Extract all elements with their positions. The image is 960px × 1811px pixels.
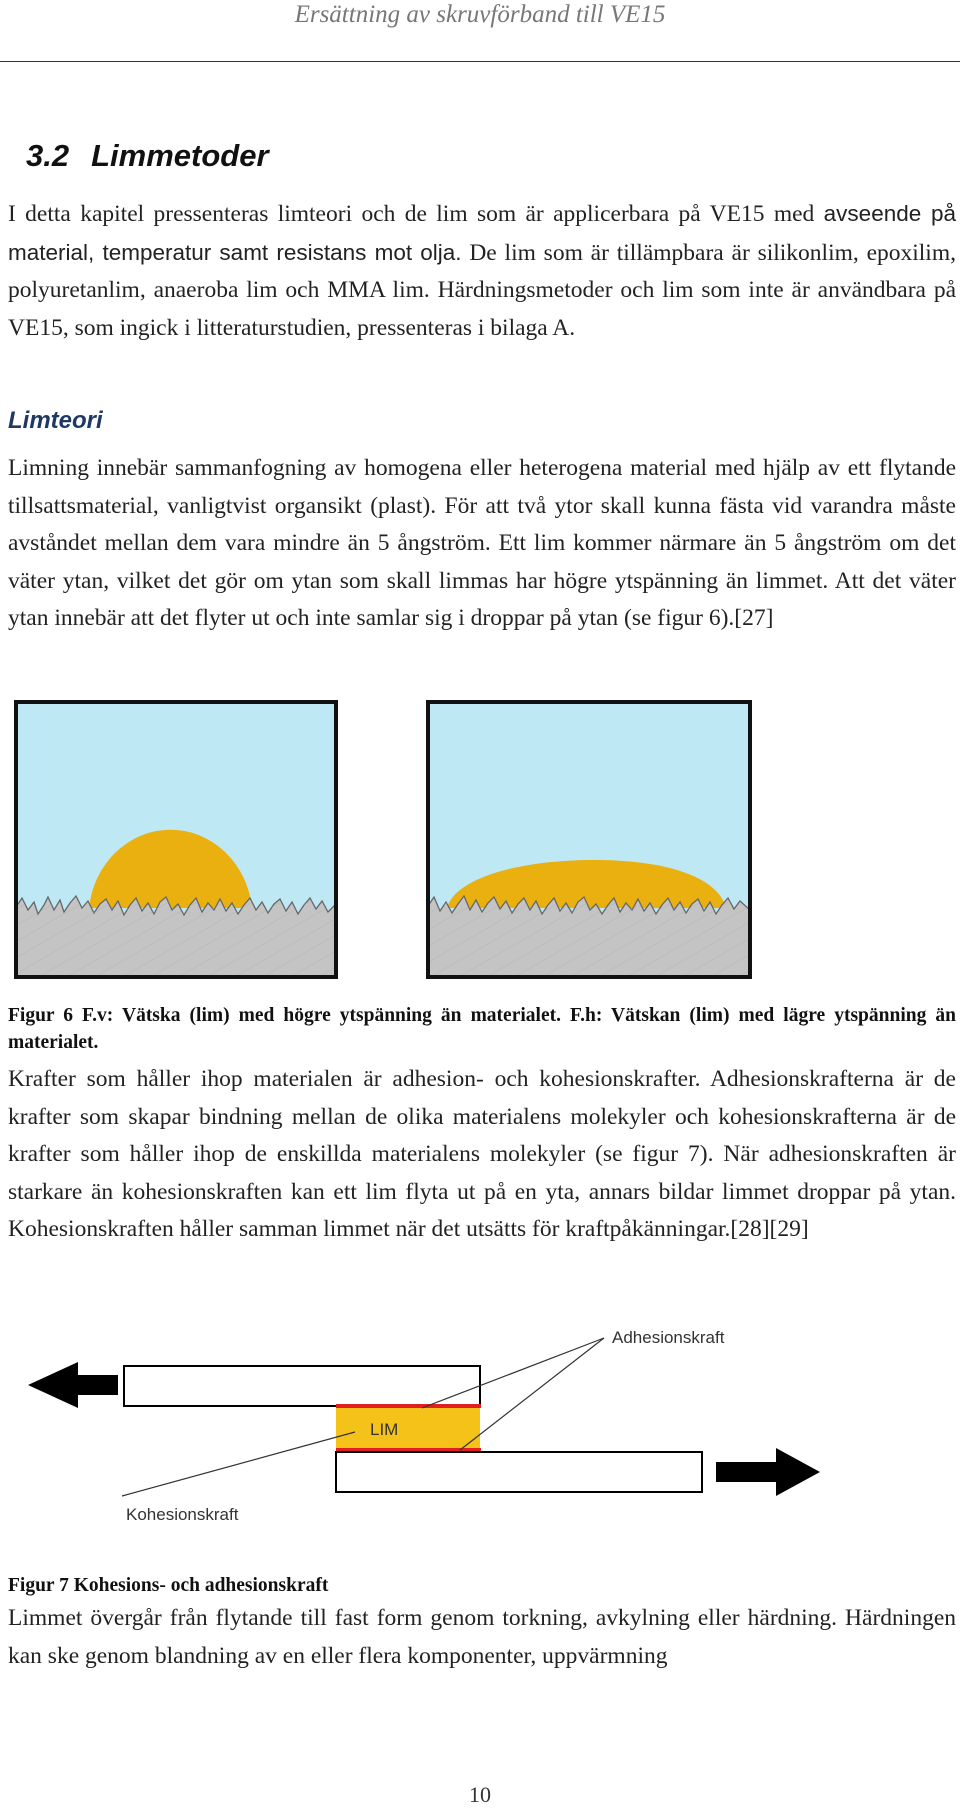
left-force-arrow — [28, 1362, 118, 1408]
intro-text-serif-a: I detta kapitel pressenteras limteori och de lim som är applicerbara på VE15 med — [8, 201, 824, 227]
intro-text-sans: avseende på material, temperatur samt resistans mot olja. — [8, 201, 957, 265]
upper-plate — [124, 1366, 480, 1406]
section-number: 3.2 — [26, 138, 70, 173]
figure-7-illustration — [0, 1320, 960, 1540]
limteori-heading: Limteori — [8, 407, 103, 434]
figure-7-caption: Figur 7 Kohesions- och adhesionskraft — [8, 1575, 329, 1596]
page-number: 10 — [469, 1782, 491, 1807]
adhesion-pointer-2 — [460, 1338, 604, 1450]
closing-paragraph: Limmet övergår från flytande till fast form genom torkning, avkylning eller härdning. Härdningen kan ske genom blandning av en eller flera komponenter, uppvärmning — [8, 1605, 956, 1669]
intro-text-serif-c: De lim som är tillämpbara är silikonlim, epoxilim, polyuretanlim, anaeroba lim och MMA lim. Härdningsmetoder och lim som inte är användbara på VE15, som ingick i litteraturstudien, pressenteras i bilaga A. — [8, 239, 956, 341]
adhesion-label: Adhesionskraft — [612, 1328, 725, 1347]
figure-6-illustration — [14, 700, 754, 982]
figure-6-right-panel — [428, 702, 750, 977]
section-title-text: Limmetoder — [91, 138, 269, 173]
kohesion-label: Kohesionskraft — [126, 1505, 239, 1524]
right-force-arrow — [716, 1448, 820, 1496]
lower-plate — [336, 1452, 702, 1492]
section-title — [26, 138, 269, 174]
header-divider — [0, 61, 960, 62]
forces-paragraph: Krafter som håller ihop materialen är adhesion- och kohesionskrafter. Adhesionskrafterna är de krafter som skapar bindning mellan de olika materialens molekyler och kohesionskrafterna är de krafter som håller ihop de enskillda materialens molekyler (se figur 7). När adhesionskraften är starkare än kohesionskraften kan ett lim flyta ut på en yta, annars bildar limmet droppar på ytan. Kohesionskraften håller samman limmet när det utsätts för kraftpåkänningar.[28][29] — [8, 1066, 956, 1242]
kohesion-pointer — [122, 1432, 355, 1496]
lim-label: LIM — [370, 1420, 399, 1439]
figure-6-caption: Figur 6 F.v: Vätska (lim) med högre ytspänning än materialet. F.h: Vätskan (lim) med lägre ytspänning än materialet. — [8, 1005, 956, 1053]
lim-block — [336, 1406, 480, 1450]
limteori-paragraph: Limning innebär sammanfogning av homogena eller heterogena material med hjälp av ett flytande tillsattsmaterial, vanligtvist organsikt (plast). För att två ytor skall kunna fästa vid varandra måste avståndet mellan dem vara mindre än 5 ångström. Ett lim kommer närmare än 5 ångström om det väter ytan, vilket det gör om ytan som skall limmas har högre ytspänning än limmet. Att det väter ytan innebär att det flyter ut och inte samlar sig i droppar på ytan (se figur 6).[27] — [8, 455, 956, 631]
intro-paragraph — [8, 195, 956, 347]
running-header: Ersättning av skruvförband till VE15 — [294, 1, 666, 28]
figure-6-left-panel — [16, 702, 336, 977]
